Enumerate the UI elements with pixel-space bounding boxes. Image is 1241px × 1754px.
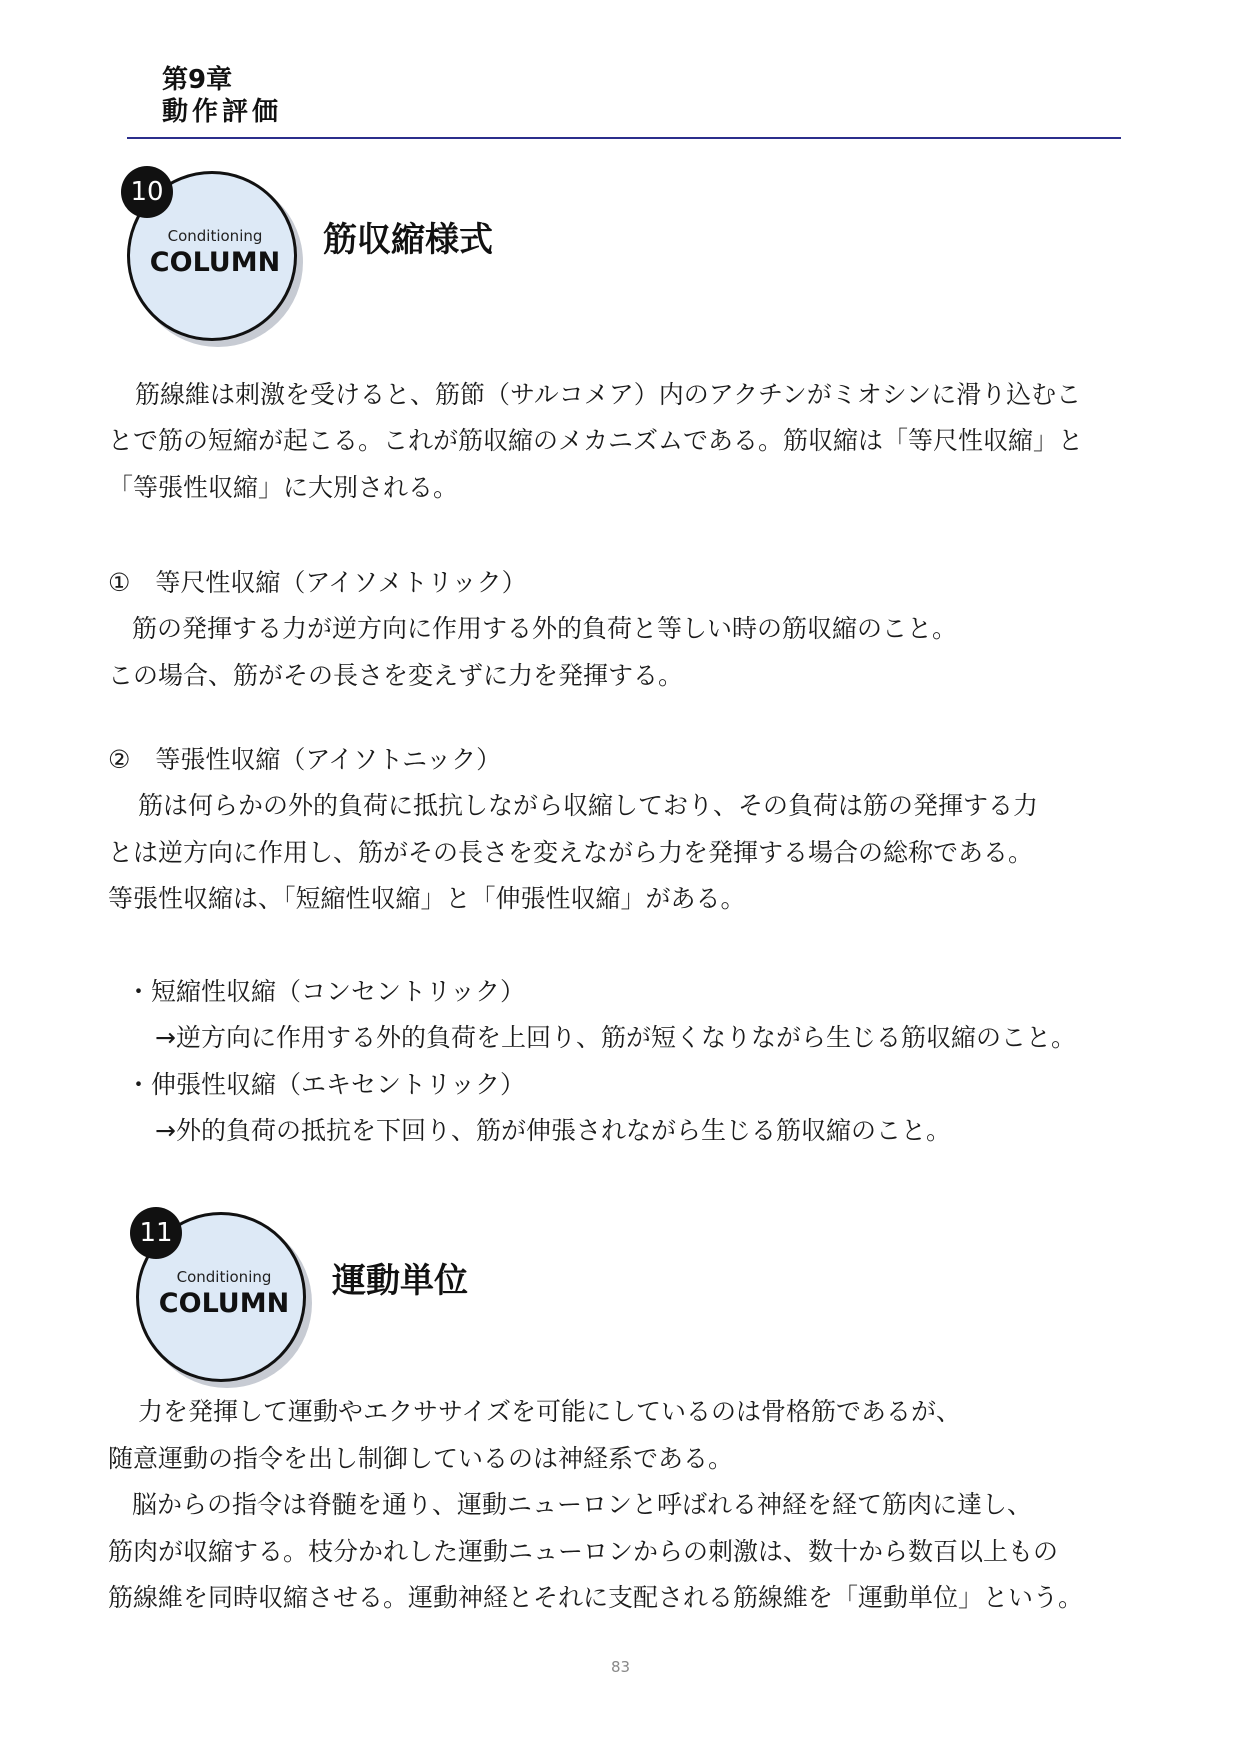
body-line: 筋の発揮する力が逆方向に作用する外的負荷と等しい時の筋収縮のこと。 xyxy=(132,614,958,643)
body-line: 等張性収縮は、「短縮性収縮」と「伸張性収縮」がある。 xyxy=(108,884,746,913)
page-number: 83 xyxy=(610,1658,631,1676)
chapter-title: 動作評価 xyxy=(162,97,283,127)
subheading-isotonic: ② 等張性収縮（アイソトニック） xyxy=(108,745,502,774)
body-line: 筋肉が収縮する。枝分かれした運動ニューロンからの刺激は、数十から数百以上もの xyxy=(108,1537,1059,1566)
body-line: とは逆方向に作用し、筋がその長さを変えながら力を発揮する場合の総称である。 xyxy=(108,838,1034,867)
bullet-concentric: ・短縮性収縮（コンセントリック） xyxy=(126,977,526,1006)
body-line: 「等張性収縮」に大別される。 xyxy=(108,473,459,502)
chapter-heading xyxy=(162,64,282,128)
badge-label-big: COLUMN xyxy=(158,1288,290,1319)
body-line: 力を発揮して運動やエクササイズを可能にしているのは骨格筋であるが、 xyxy=(138,1397,962,1426)
body-line: とで筋の短縮が起こる。これが筋収縮のメカニズムである。筋収縮は「等尺性収縮」と xyxy=(108,426,1084,455)
body-line: →逆方向に作用する外的負荷を上回り、筋が短くなりながら生じる筋収縮のこと。 xyxy=(155,1023,1076,1052)
badge-number: 10 xyxy=(121,166,173,218)
body-line: 脳からの指令は脊髄を通り、運動ニューロンと呼ばれる神経を経て筋肉に達し、 xyxy=(132,1490,1033,1519)
chapter-number: 第9章 xyxy=(162,65,233,95)
column-title-11: 運動単位 xyxy=(332,1261,468,1301)
header-divider xyxy=(127,137,1121,139)
body-line: 筋線維を同時収縮させる。運動神経とそれに支配される筋線維を「運動単位」という。 xyxy=(108,1583,1084,1612)
badge-number: 11 xyxy=(130,1207,182,1259)
column-title-10: 筋収縮様式 xyxy=(323,220,493,260)
body-line: →外的負荷の抵抗を下回り、筋が伸張されながら生じる筋収縮のこと。 xyxy=(155,1116,951,1145)
bullet-eccentric: ・伸張性収縮（エキセントリック） xyxy=(126,1070,526,1099)
column-badge-10 xyxy=(127,171,303,347)
body-line: この場合、筋がその長さを変えずに力を発揮する。 xyxy=(108,661,684,690)
badge-label-small: Conditioning xyxy=(167,227,263,245)
subheading-isometric: ① 等尺性収縮（アイソメトリック） xyxy=(108,568,527,597)
body-line: 筋線維は刺激を受けると、筋節（サルコメア）内のアクチンがミオシンに滑り込むこ xyxy=(135,380,1082,409)
badge-label-small: Conditioning xyxy=(176,1268,272,1286)
body-line: 筋は何らかの外的負荷に抵抗しながら収縮しており、その負荷は筋の発揮する力 xyxy=(138,791,1039,820)
column-badge-11 xyxy=(136,1212,312,1388)
body-line: 随意運動の指令を出し制御しているのは神経系である。 xyxy=(108,1444,734,1473)
badge-label-big: COLUMN xyxy=(149,247,281,278)
